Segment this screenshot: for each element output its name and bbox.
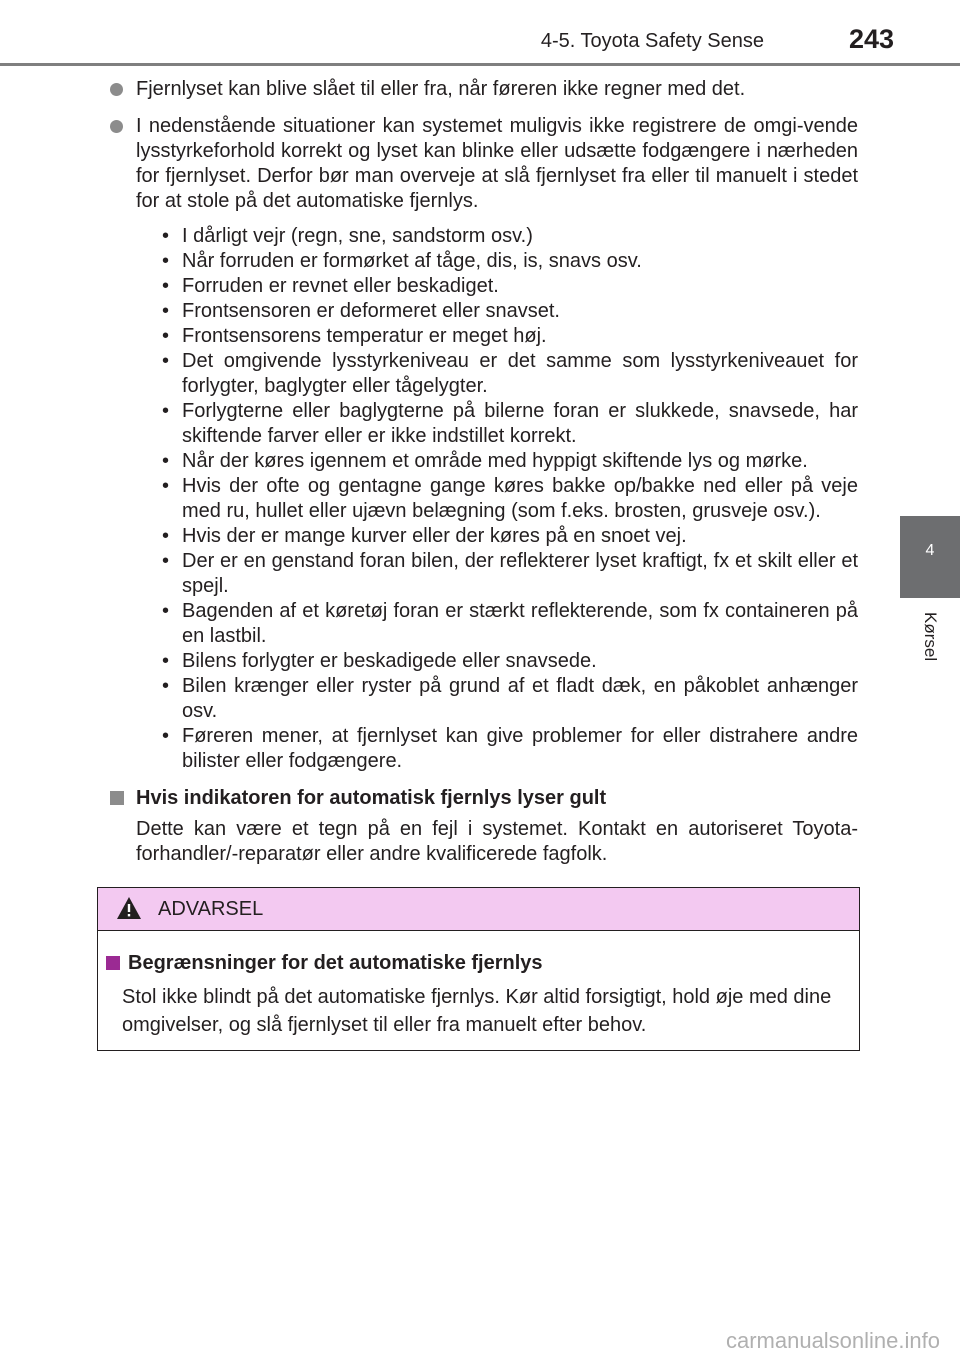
situation-list — [154, 224, 858, 774]
bullet-text: I nedenstående situationer kan systemet muligvis ikke registrere de omgi-vende lysstyrkeforhold korrekt og lyset kan blinke eller udsætte fodgængere i nærheden for fjernlyset. Derfor bør man overveje at slå fjernlyset fra eller til manuelt i stedet for at stole på det automatiske fjernlys. — [136, 115, 858, 212]
list-item: • Forruden er revnet eller beskadiget. — [162, 275, 499, 297]
header-rule — [0, 63, 960, 66]
watermark: carmanualsonline.info — [725, 1328, 940, 1353]
warning-text: Stol ikke blindt på det automatiske fjernlys. Kør altid forsigtigt, hold øje med dine omgivelser, og slå fjernlyset til eller fra manuelt efter behov. — [122, 986, 832, 1036]
bullet-dot-icon — [110, 120, 123, 133]
list-item: • Når forruden er formørket af tåge, dis, is, snavs osv. — [162, 250, 642, 272]
list-item: • I dårligt vejr (regn, sne, sandstorm osv.) — [162, 225, 533, 247]
section-body: Dette kan være et tegn på en fejl i systemet. Kontakt en autoriseret Toyota-forhandler/-reparatør eller andre kvalificerede fagfolk. — [136, 818, 858, 865]
list-item: • Når der køres igennem et område med hyppigt skiftende lys og mørke. — [162, 450, 808, 472]
list-item: • Bilens forlygter er beskadigede eller snavsede. — [162, 650, 597, 672]
bullet-item — [108, 77, 858, 102]
list-item: • Bagenden af et køretøj foran er stærkt reflekterende, som fx containeren på en lastbil. — [162, 600, 858, 647]
bullet-item — [108, 114, 858, 774]
list-item: • Forlygterne eller baglygterne på bilerne foran er slukkede, snavsede, har skiftende farver eller er ikke indstillet korrekt. — [162, 400, 858, 447]
warning-title: ADVARSEL — [158, 898, 264, 920]
list-item: • Hvis der er mange kurver eller der køres på en snoet vej. — [162, 525, 687, 547]
list-item: • Det omgivende lysstyrkeniveau er det samme som lysstyrkeniveauet for forlygter, baglygter eller tågelygter. — [162, 350, 858, 397]
warning-box — [97, 887, 860, 1051]
warning-header — [98, 888, 859, 931]
page-number: 243 — [848, 24, 894, 54]
warning-triangle-icon — [116, 896, 142, 920]
list-item: • Bilen krænger eller ryster på grund af et fladt dæk, en påkoblet anhænger osv. — [162, 675, 858, 722]
list-item: • Hvis der ofte og gentagne gange køres bakke op/bakke ned eller på veje med ru, hullet eller ujævn belægning (som f.eks. brosten, grusveje osv.). — [162, 475, 858, 522]
chapter-number: 4 — [925, 542, 935, 559]
list-item: • Der er en genstand foran bilen, der reflekterer lyset kraftigt, fx et skilt eller et spejl. — [162, 550, 858, 597]
square-marker-icon — [106, 956, 120, 970]
chapter-tab — [900, 516, 960, 598]
list-item: • Føreren mener, at fjernlyset kan give problemer for eller distrahere andre bilister eller fodgængere. — [162, 725, 858, 772]
main-content — [108, 77, 858, 867]
section-heading: Hvis indikatoren for automatisk fjernlys lyser gult — [108, 786, 858, 811]
list-item: • Frontsensorens temperatur er meget høj. — [162, 325, 547, 347]
square-marker-icon — [110, 791, 124, 805]
bullet-text: Fjernlyset kan blive slået til eller fra, når føreren ikke regner med det. — [136, 78, 746, 100]
warning-body — [98, 931, 859, 1039]
chapter-label: Kørsel — [921, 612, 940, 662]
warning-heading: Begrænsninger for det automatiske fjernlys — [106, 949, 845, 977]
list-item: • Frontsensoren er deformeret eller snavset. — [162, 300, 560, 322]
section-title: 4-5. Toyota Safety Sense — [540, 30, 764, 52]
bullet-dot-icon — [110, 83, 123, 96]
